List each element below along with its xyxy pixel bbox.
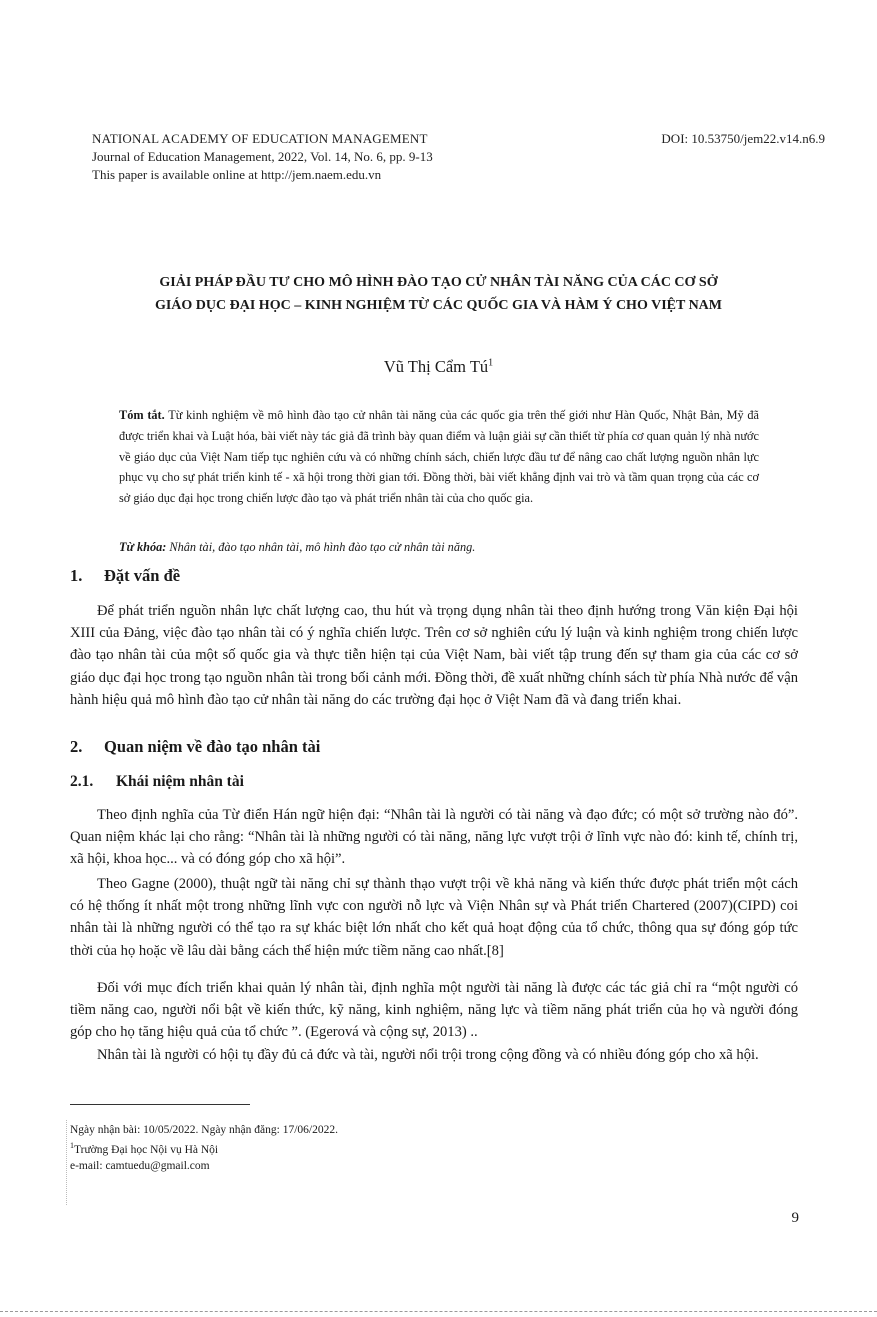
- section-heading-2: [70, 737, 320, 757]
- footnote-affiliation-mark: 1: [70, 1141, 74, 1150]
- abstract: [119, 405, 759, 509]
- keywords-label: Từ khóa:: [119, 540, 167, 554]
- paragraph-gagne: Theo Gagne (2000), thuật ngữ tài năng chỉ sự thành thạo vượt trội về khả năng và kiến thức được phát triển một cách có hệ thống ít nhất một trong những lĩnh vực con người nỗ lực và Viện Nhân sự và Phát triển Chartered (2007)(CIPD) coi nhân tài là những người có thể tạo ra sự khác biệt lớn nhất cho kết quả hoạt động của tổ chức, thông qua sự đóng góp tức thời của họ hoặc về lâu dài bằng cách thể hiện mức tiềm năng cao nhất.[8]: [70, 876, 798, 959]
- section-heading-1: [70, 566, 180, 586]
- publisher-name: NATIONAL ACADEMY OF EDUCATION MANAGEMENT: [92, 131, 428, 146]
- author-line: [0, 357, 877, 377]
- journal-citation: Journal of Education Management, 2022, Vol. 14, No. 6, pp. 9-13: [92, 149, 433, 164]
- affiliation-text: Trường Đại học Nội vụ Hà Nội: [74, 1143, 219, 1156]
- section-number: 1.: [70, 566, 83, 585]
- paragraph-definition: Theo định nghĩa của Từ điển Hán ngữ hiện đại: “Nhân tài là người có tài năng và đạo đức; có một sở trường nào đó”. Quan niệm khác lại cho rằng: “Nhân tài là những người có tài năng, năng lực vượt trội ở lĩnh vực nào đó: kinh tế, chính trị, xã hội, khoa học... và có đóng góp cho xã hội”.: [70, 807, 798, 868]
- online-availability: This paper is available online at http://jem.naem.edu.vn: [92, 167, 382, 182]
- abstract-text: Từ kinh nghiệm về mô hình đào tạo cử nhân tài năng của các quốc gia trên thế giới như Hàn Quốc, Nhật Bản, Mỹ đã được triển khai và Luật hóa, bài viết này tác giả đã trình bày quan điểm và luận giải sự cần thiết từ phía cơ quan quản lý nhà nước về giáo dục của Việt Nam tiếp tục nghiên cứu và có những chính sách, chiến lược đầu tư để nâng cao chất lượng nguồn nhân lực phục vụ cho sự phát triển kinh tế - xã hội trong thời gian tới. Đồng thời, bài viết khẳng định vai trò và tầm quan trọng của các cơ sở giáo dục đại học trong chiến lược đào tạo và phát triển nhân tài của cho quốc gia.: [119, 408, 759, 506]
- abstract-label: Tóm tắt.: [119, 408, 165, 422]
- title-line-2: GIÁO DỤC ĐẠI HỌC – KINH NGHIỆM TỪ CÁC QUỐC GIA VÀ HÀM Ý CHO VIỆT NAM: [154, 298, 723, 313]
- subsection-heading-2-1: [70, 773, 244, 791]
- author-name: Vũ Thị Cẩm Tú: [383, 357, 489, 376]
- footnote-email: e-mail: camtuedu@gmail.com: [70, 1159, 210, 1172]
- footnote-dates: Ngày nhận bài: 10/05/2022. Ngày nhận đăng: 17/06/2022.: [70, 1124, 338, 1136]
- author-affiliation-mark: 1: [488, 357, 494, 369]
- paper-title: [80, 271, 797, 317]
- subsection-title: Khái niệm nhân tài: [116, 773, 244, 790]
- doi-label: DOI: 10.53750/jem22.v14.n6.9: [661, 131, 825, 146]
- paragraph-intro: Để phát triển nguồn nhân lực chất lượng cao, thu hút và trọng dụng nhân tài theo định hướng trong Văn kiện Đại hội XIII của Đảng, việc đào tạo nhân tài có ý nghĩa chiến lược. Trên cơ sở nghiên cứu lý luận và kinh nghiệm trong chiến lược đào tạo nhân tài của một số quốc gia và thực tiễn hiện tại của Việt Nam, bài viết tập trung đến sự tham gia của các cơ sở giáo dục đại học trong tạo nguồn nhân tài trong bối cảnh mới. Đồng thời, đề xuất những chính sách từ phía Nhà nước để vận hành hiệu quả mô hình đào tạo cử nhân tài năng do các trường đại học ở Việt Nam đã và đang triển khai.: [70, 603, 798, 708]
- keywords-text: Nhân tài, đào tạo nhân tài, mô hình đào tạo cử nhân tài năng.: [166, 540, 476, 554]
- subsection-number: 2.1.: [70, 773, 94, 790]
- scan-margin-mark: [66, 1120, 67, 1205]
- section-title: Đặt vấn đề: [104, 566, 181, 585]
- paragraph-summary: Nhân tài là người có hội tụ đầy đủ cả đức và tài, người nổi trội trong cộng đồng và có nhiều đóng góp cho xã hội.: [97, 1047, 759, 1063]
- footnote-affiliation: [70, 1138, 338, 1158]
- section-number: 2.: [70, 737, 83, 756]
- scan-bottom-edge: [0, 1311, 877, 1312]
- section-title: Quan niệm về đào tạo nhân tài: [104, 737, 321, 756]
- keywords: [119, 537, 759, 557]
- footnote-divider: [70, 1104, 250, 1105]
- journal-header: [92, 130, 572, 184]
- paragraph-management: Đối với mục đích triển khai quản lý nhân tài, định nghĩa một người tài năng là được các tác giả chỉ ra “một người có tiềm năng cao, người nổi bật về kiến thức, kỹ năng, kinh nghiệm, năng lực và tiềm năng phát triển của họ và người đóng góp cho họ tăng hiệu quả của tổ chức ”. (Egerová và cộng sự, 2013) ..: [70, 980, 798, 1041]
- footnotes: [70, 1122, 338, 1174]
- title-line-1: GIẢI PHÁP ĐẦU TƯ CHO MÔ HÌNH ĐÀO TẠO CỬ NHÂN TÀI NĂNG CỦA CÁC CƠ SỞ: [159, 275, 718, 290]
- page-number: 9: [791, 1210, 799, 1226]
